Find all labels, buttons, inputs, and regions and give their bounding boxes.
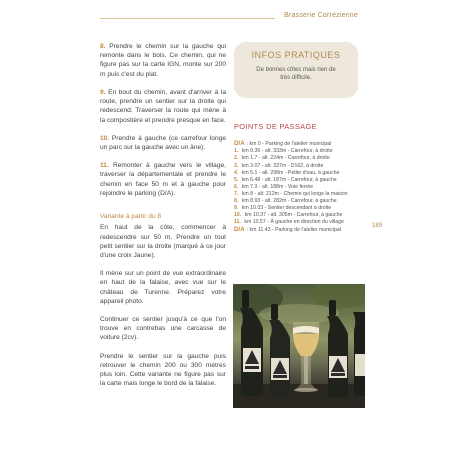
waypoint	[234, 219, 364, 226]
waypoint-text: km 8 - alt. 212m - Chemin qui longe la maison	[241, 190, 348, 197]
waypoint-code: 10.	[234, 211, 242, 218]
waypoint-code: 6.	[234, 183, 239, 190]
waypoint	[234, 140, 364, 148]
step-number: 8.	[100, 43, 106, 50]
step-8	[100, 42, 226, 79]
waypoint-code: 11.	[234, 219, 241, 226]
waypoint-code: 2.	[234, 155, 239, 162]
step-text: Remonter à gauche vers le village, traverser la départementale et prendre le chemin en face 50 m et à gauche pour rejoindre le parking (D/A).	[100, 162, 226, 197]
waypoint	[234, 148, 364, 155]
waypoint-code: 8.	[234, 197, 239, 204]
waypoint-code: 1.	[234, 148, 239, 155]
waypoint-text: km 6.48 - alt. 187m - Carrefour, à gauche	[241, 176, 337, 183]
waypoint-code: 5.	[234, 176, 239, 183]
waypoint	[234, 191, 364, 198]
beer-bottles-photo	[233, 284, 365, 408]
variant-paragraph: Continuer ce sentier jusqu'à ce que l'on trouve en contrebas une carcasse de voiture (2cv).	[100, 316, 226, 342]
info-title: INFOS PRATIQUES	[251, 50, 341, 60]
waypoint-text: km 1.7 - alt. 224m - Carrefour, à droite	[241, 155, 330, 162]
waypoint	[234, 198, 364, 205]
variant-paragraph: Il mène sur un point de vue extraordinaire en haut de la falaise, avec vue sur le château de Turenne. Préparez votre appareil photo.	[100, 270, 226, 305]
info-box	[234, 42, 358, 98]
waypoint-code: D/A	[234, 140, 245, 147]
variant-paragraph: Prendre le sentier sur la gauche puis retrouver le chemin 200 ou 300 mètres plus loin. Cette variante ne figure pas sur la carte mais longe le bord de la falaise.	[100, 352, 226, 388]
waypoint	[234, 205, 364, 212]
waypoint-code: 7.	[234, 190, 239, 197]
waypoint	[234, 177, 364, 184]
info-text: De bonnes côtes mais rien de très difficile.	[256, 67, 336, 82]
page-number: 189	[372, 223, 383, 229]
waypoint-text: km 10.57 - À gauche en direction du village	[244, 219, 344, 226]
waypoint-code: 4.	[234, 169, 239, 176]
waypoint	[234, 163, 364, 170]
points-title: POINTS DE PASSAGE	[234, 122, 317, 131]
waypoint	[234, 184, 364, 191]
waypoint	[234, 170, 364, 177]
waypoint-text: km 8.93 - alt. 282m - Carrefour, à gauche	[241, 197, 337, 204]
waypoint	[234, 212, 364, 219]
waypoint-text: : km 0 - Parking de l'atelier municipal	[246, 141, 332, 147]
waypoint-text: km 5.1 - alt. 298m - Petite d'eau, à gauche	[241, 169, 340, 176]
itinerary-column	[100, 42, 226, 398]
waypoint	[234, 155, 364, 162]
waypoint-text: km 7.3 - alt. 188m - Voie ferrée	[241, 183, 313, 190]
step-10	[100, 134, 226, 152]
variant-paragraph: En haut de la côte, commencer à redescendre sur 50 m. Prendre un tout petit sentier sur la droite (marqué à ce jour d'une croix Jaune).	[100, 224, 226, 259]
step-text: Prendre à gauche (ce carrefour longe un parc sur la gauche avec un âne).	[100, 134, 226, 151]
waypoint-text: km 10.03 - Sentier descendant à droite	[241, 204, 332, 211]
waypoint-code: D/A	[234, 226, 245, 234]
waypoint-text: km 10.37 - alt. 305m - Carrefour, à gauche	[244, 211, 343, 218]
step-text: Prendre le chemin sur la gauche qui remonte dans le bois. Ce chemin, qui ne figure pas sur la carte IGN, monte sur 200 m puis c'est du plat.	[100, 43, 226, 78]
step-number: 11.	[100, 162, 109, 170]
waypoint-code: 9.	[234, 204, 239, 211]
header-rule	[100, 18, 275, 19]
step-number: 9.	[100, 88, 106, 96]
step-number: 10.	[100, 134, 110, 142]
waypoint-text: km 0.36 - alt. 333m - Carrefour, à droite	[241, 148, 333, 155]
waypoint-text: km 3.07 - alt. 337m - D162, à droite	[241, 162, 324, 169]
running-head: Brasserie Corrézienne	[284, 12, 358, 19]
variant-title: Variante à partir du 8	[100, 213, 162, 221]
step-9	[100, 88, 226, 125]
waypoint-text: : km 11.43 - Parking de l'atelier municipal	[246, 227, 341, 234]
step-text: En bout du chemin, avant d'arriver à la route, prendre un sentier sur la droite qui redescend. Traverser la route qui mène à la compostière et prendre presque en face.	[100, 88, 226, 124]
waypoint-list	[234, 140, 364, 235]
step-11	[100, 161, 226, 198]
waypoint-code: 3.	[234, 162, 239, 169]
waypoint	[234, 226, 364, 234]
